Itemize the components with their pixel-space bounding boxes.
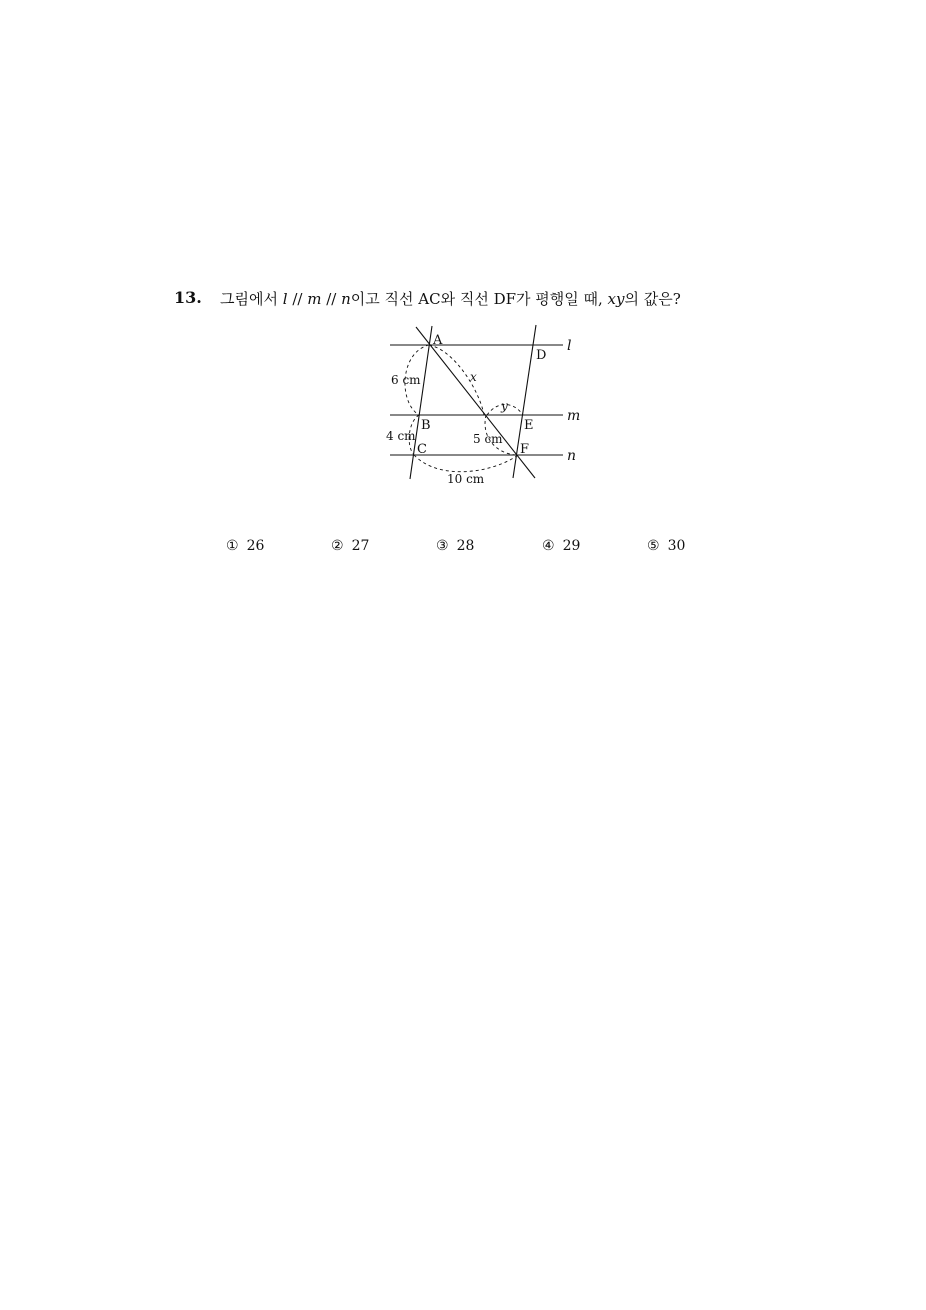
point-b-label: B	[421, 418, 431, 433]
point-d-label: D	[536, 348, 547, 363]
choice-mark: ⑤	[647, 538, 660, 554]
length-ef-label: 5 cm	[473, 432, 503, 446]
line-m-symbol: m	[307, 290, 322, 308]
choice-value: 30	[667, 538, 686, 554]
length-cf-label: 10 cm	[447, 472, 485, 486]
xy-symbol: xy	[607, 290, 625, 308]
y-label: y	[501, 399, 508, 413]
question-text-part: 이고 직선 AC와 직선 DF가 평행일 때,	[350, 290, 608, 308]
choice-2[interactable]	[331, 538, 369, 554]
point-e-label: E	[524, 418, 534, 433]
line-l-symbol: l	[282, 290, 288, 308]
choice-mark: ④	[542, 538, 555, 554]
point-f-label: F	[520, 442, 530, 457]
line-m-label: m	[567, 408, 581, 424]
choice-mark: ②	[331, 538, 344, 554]
choice-4[interactable]	[542, 538, 580, 554]
question-text-part: 의 값은?	[624, 290, 681, 308]
question-text-part: 그림에서	[220, 290, 283, 308]
line-n-symbol: n	[341, 290, 351, 308]
point-a-label: A	[433, 333, 443, 348]
length-bc-label: 4 cm	[386, 429, 416, 443]
choice-1[interactable]	[226, 538, 264, 554]
choice-mark: ①	[226, 538, 239, 554]
choice-value: 26	[246, 538, 265, 554]
choice-3[interactable]	[436, 538, 474, 554]
choice-value: 29	[562, 538, 581, 554]
choice-value: 27	[351, 538, 370, 554]
geometry-figure	[380, 322, 590, 487]
question-text	[220, 288, 681, 309]
line-l-label: l	[567, 338, 572, 354]
line-n-label: n	[567, 448, 577, 464]
question-number: 13.	[174, 288, 202, 307]
x-label: x	[470, 370, 477, 384]
choice-5[interactable]	[647, 538, 685, 554]
parallel-symbol: //	[321, 290, 342, 308]
parallel-symbol: //	[287, 290, 308, 308]
arc-10cm	[414, 455, 518, 472]
choice-value: 28	[456, 538, 475, 554]
length-ab-label: 6 cm	[391, 373, 421, 387]
point-c-label: C	[417, 442, 427, 457]
choice-mark: ③	[436, 538, 449, 554]
